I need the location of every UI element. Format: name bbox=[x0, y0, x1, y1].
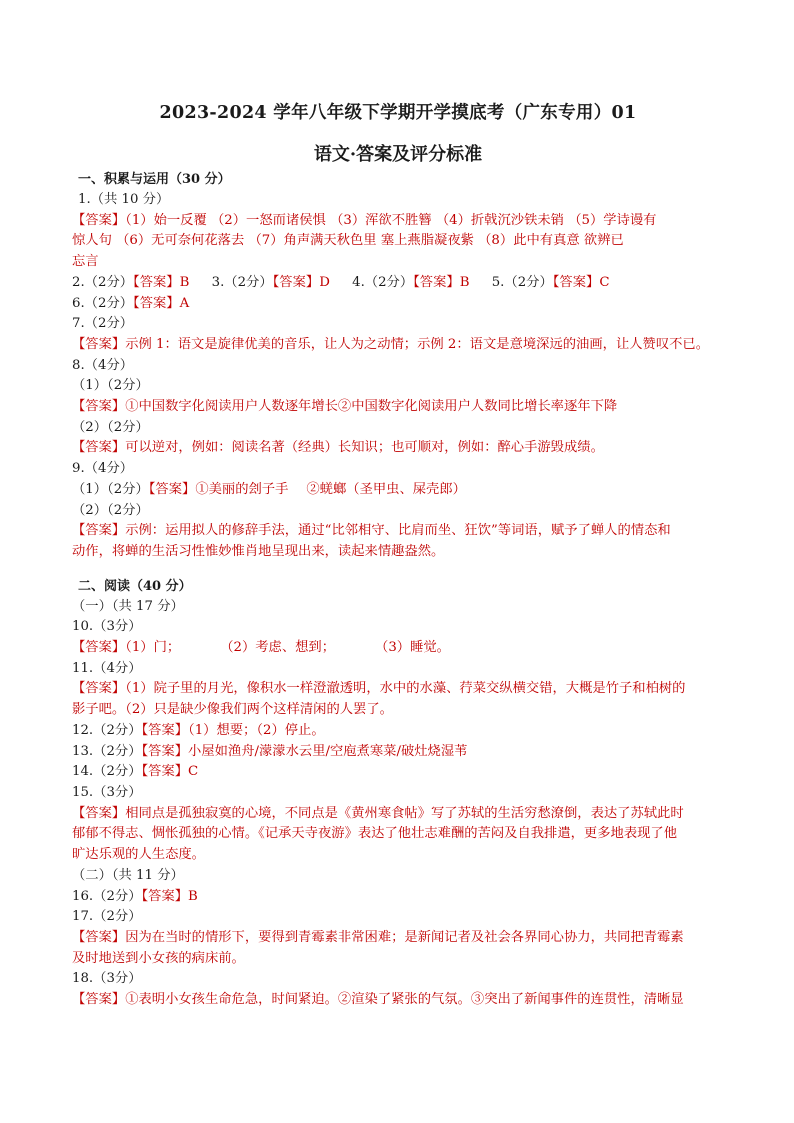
answer-4: B bbox=[459, 274, 470, 290]
answer-17-cont: 及时地送到小女孩的病床前。 bbox=[72, 950, 245, 966]
answer-5: C bbox=[599, 274, 610, 290]
question-18: 18.（3分） bbox=[72, 971, 142, 987]
question-11: 11.（4分） bbox=[72, 660, 142, 676]
answer-label: 【答案】 bbox=[133, 274, 180, 290]
answer-3: D bbox=[319, 274, 330, 290]
answer-sheet bbox=[72, 98, 724, 1011]
answer-15-cont: 郁郁不得志、惆怅孤独的心情。《记承天寺夜游》表达了他壮志难酬的苦闷及自我排遣，更多地表现了他 bbox=[72, 826, 678, 842]
answer-text: ①中国数字化阅读用户人数逐年增长②中国数字化阅读用户人数同比增长率逐年下降 bbox=[125, 399, 618, 415]
answer-label: 【答案】 bbox=[72, 640, 126, 656]
answer-label: 【答案】 bbox=[148, 481, 196, 497]
answer-11-cont: 影子吧。（2）只是缺少像我们两个这样清闲的人罢了。 bbox=[72, 702, 393, 718]
answer-1-cont: 忘言 bbox=[72, 254, 99, 270]
question-7: 7.（2分） bbox=[72, 316, 134, 332]
answer-13: 小屋如渔舟/濛濛水云里/空庖煮寒菜/破灶烧湿苇 bbox=[188, 743, 468, 759]
answer-9-2-cont: 动作，将蝉的生活习性惟妙惟肖地呈现出来，读起来情趣盎然。 bbox=[72, 543, 445, 559]
question-6: 6.（2分） bbox=[72, 295, 134, 311]
answer-text: （1）院子里的月光，像积水一样澄澈透明，水中的水藻、荇菜交纵横交错，大概是竹子和柏树的 bbox=[125, 681, 686, 697]
question-14: 14.（2分） bbox=[72, 764, 142, 780]
part-1-heading: （一）（共 17 分） bbox=[72, 598, 184, 614]
answer-text: ①表明小女孩生命危急，时间紧迫。②渲染了紧张的气氛。③突出了新闻事件的连贯性，清晰显 bbox=[125, 992, 684, 1008]
answer-9-1b: ②蜣螂（圣甲虫、屎壳郎） bbox=[306, 481, 466, 497]
question-15: 15.（3分） bbox=[72, 784, 142, 800]
section-heading-1: 一、积累与运用（30 分） bbox=[78, 172, 231, 187]
answer-label: 【答案】 bbox=[272, 274, 320, 290]
question-8: 8.（4分） bbox=[72, 357, 134, 373]
answer-12: （1）想要；（2）停止。 bbox=[188, 722, 325, 738]
answer-15 bbox=[72, 804, 724, 825]
answer-label: 【答案】 bbox=[413, 274, 460, 290]
answer-label: 【答案】 bbox=[72, 212, 126, 228]
section-heading-2: 二、阅读（40 分） bbox=[78, 578, 192, 594]
question-17: 17.（2分） bbox=[72, 909, 142, 925]
question-9-1-row bbox=[72, 480, 724, 501]
answer-label: 【答案】 bbox=[72, 336, 126, 352]
answer-label: 【答案】 bbox=[72, 681, 126, 697]
answer-label: 【答案】 bbox=[133, 295, 180, 311]
answer-text: 相同点是孤独寂寞的心境，不同点是《黄州寒食帖》写了苏轼的生活穷愁潦倒，表达了苏轼此时 bbox=[125, 805, 684, 821]
answer-8-2 bbox=[72, 438, 724, 459]
question-9: 9.（4分） bbox=[72, 461, 134, 477]
answer-10-3: （3）睡觉。 bbox=[375, 640, 450, 656]
answer-label: 【答案】 bbox=[141, 743, 189, 759]
answer-text: 因为在当时的情形下，要得到青霉素非常困难；是新闻记者及社会各界同心协力，共同把青霉素 bbox=[125, 929, 684, 945]
question-12: 12.（2分） bbox=[72, 722, 142, 738]
question-13-row bbox=[72, 742, 724, 763]
answer-label: 【答案】 bbox=[72, 440, 126, 456]
answer-text: 可以逆对，例如：阅读名著（经典）长知识；也可顺对，例如：醉心手游毁成绩。 bbox=[125, 440, 604, 456]
answer-18 bbox=[72, 990, 724, 1011]
question-5: 5.（2分） bbox=[491, 274, 553, 290]
question-4: 4.（2分） bbox=[352, 274, 414, 290]
answer-16: B bbox=[188, 888, 198, 904]
answer-1-cont: 惊人句 （6）无可奈何花落去 （7）角声满天秋色里 塞上燕脂凝夜紫 （8）此中有真意 欲辨已 bbox=[72, 233, 624, 249]
question-9-2: （2）（2分） bbox=[72, 502, 149, 518]
question-9-1: （1）（2分） bbox=[72, 481, 149, 497]
page-subtitle: 语文·答案及评分标准 bbox=[313, 144, 483, 165]
question-16: 16.（2分） bbox=[72, 888, 142, 904]
question-8-2: （2）（2分） bbox=[72, 419, 149, 435]
answer-label: 【答案】 bbox=[72, 523, 126, 539]
question-16-row bbox=[72, 887, 724, 908]
answer-label: 【答案】 bbox=[72, 929, 126, 945]
page-title: 2023-2024 学年八年级下学期开学摸底考（广东专用）01 bbox=[159, 103, 637, 123]
answer-6: A bbox=[179, 295, 190, 311]
answer-10-1: （1）门； bbox=[125, 640, 181, 656]
answer-label: 【答案】 bbox=[72, 992, 126, 1008]
answer-label: 【答案】 bbox=[141, 764, 189, 780]
answer-label: 【答案】 bbox=[72, 805, 126, 821]
question-8-1: （1）（2分） bbox=[72, 378, 149, 394]
answer-9-2 bbox=[72, 521, 724, 542]
answer-9-1a: ①美丽的刽子手 bbox=[195, 481, 289, 497]
question-10: 10.（3分） bbox=[72, 619, 142, 635]
question-1: 1.（共 10 分） bbox=[78, 192, 170, 207]
answer-label: 【答案】 bbox=[141, 722, 189, 738]
answer-text: 示例：运用拟人的修辞手法，通过“比邻相守、比肩而坐、狂饮”等词语，赋予了蝉人的情态和 bbox=[125, 523, 671, 539]
answer-10 bbox=[72, 638, 724, 659]
question-13: 13.（2分） bbox=[72, 743, 142, 759]
answer-7 bbox=[72, 335, 724, 356]
answer-11 bbox=[72, 679, 724, 700]
answer-15-cont: 旷达乐观的人生态度。 bbox=[72, 847, 205, 863]
questions-2-5 bbox=[72, 273, 724, 294]
question-12-row bbox=[72, 721, 724, 742]
answer-label: 【答案】 bbox=[141, 888, 189, 904]
part-2-heading: （二）（共 11 分） bbox=[72, 867, 184, 883]
answer-14: C bbox=[188, 764, 199, 780]
answer-text: （1）始一反覆 （2）一怒而诸侯惧 （3）浑欲不胜簪 （4）折戟沉沙铁未销 （5）学诗谩有 bbox=[125, 212, 657, 228]
answer-1 bbox=[72, 211, 724, 232]
answer-8-1 bbox=[72, 397, 724, 418]
answer-label: 【答案】 bbox=[72, 399, 126, 415]
question-14-row bbox=[72, 762, 724, 783]
answer-text: 示例 1：语文是旋律优美的音乐，让人为之动情；示例 2：语文是意境深远的油画，让人赞叹不已。 bbox=[125, 336, 710, 352]
answer-10-2: （2）考虑、想到； bbox=[220, 640, 336, 656]
question-2: 2.（2分） bbox=[72, 274, 134, 290]
question-6-row bbox=[72, 294, 724, 315]
answer-17 bbox=[72, 928, 724, 949]
answer-label: 【答案】 bbox=[552, 274, 600, 290]
question-3: 3.（2分） bbox=[211, 274, 273, 290]
answer-2: B bbox=[179, 274, 190, 290]
